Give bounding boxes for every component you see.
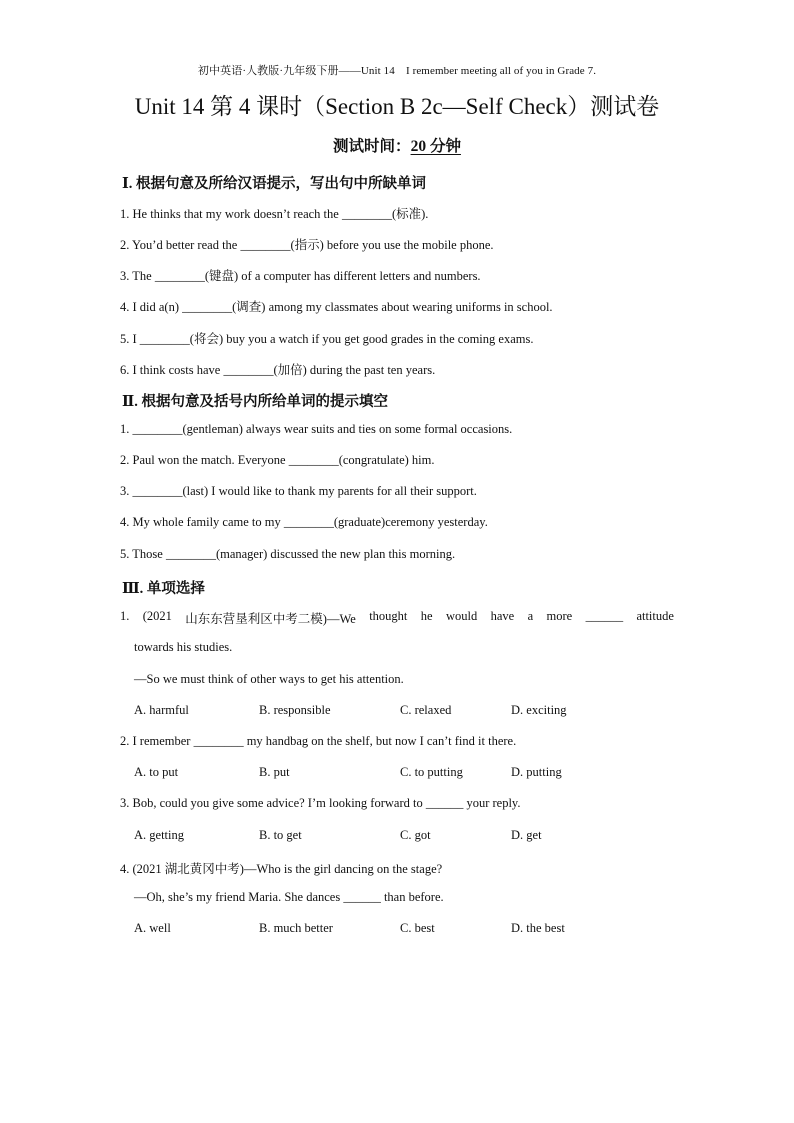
section-1-item: 4. I did a(n) ________(调查) among my classmates about wearing uniforms in school. bbox=[120, 300, 553, 314]
section-2-item: 4. My whole family came to my ________(graduate)ceremony yesterday. bbox=[120, 515, 488, 529]
question-3-options bbox=[134, 828, 694, 844]
option-a: A. to put bbox=[134, 765, 179, 779]
test-time bbox=[0, 134, 794, 156]
section-1-heading: Ⅰ. 根据句意及所给汉语提示，写出句中所缺单词 bbox=[122, 176, 427, 192]
section-3-heading: Ⅲ. 单项选择 bbox=[122, 581, 205, 597]
section-1-item: 3. The ________(键盘) of a computer has different letters and numbers. bbox=[120, 269, 481, 283]
question-1-stem-cont: towards his studies. bbox=[134, 640, 233, 654]
option-d: D. putting bbox=[511, 765, 562, 779]
question-1-stem bbox=[120, 609, 674, 627]
section-2-item: 2. Paul won the match. Everyone ________(congratulate) him. bbox=[120, 453, 435, 467]
test-time-value: 20 分钟 bbox=[410, 138, 461, 155]
section-2-item: 5. Those ________(manager) discussed the new plan this morning. bbox=[120, 547, 456, 561]
option-c: C. best bbox=[400, 921, 435, 935]
word: a bbox=[527, 609, 534, 623]
option-d: D. exciting bbox=[511, 703, 567, 717]
option-a: A. getting bbox=[134, 828, 184, 842]
option-a: A. harmful bbox=[134, 703, 189, 717]
section-2-item: 3. ________(last) I would like to thank my parents for all their support. bbox=[120, 484, 477, 498]
question-1-dialogue: —So we must think of other ways to get his attention. bbox=[134, 672, 404, 686]
section-2-item: 1. ________(gentleman) always wear suits and ties on some formal occasions. bbox=[120, 422, 513, 436]
running-header: 初中英语·人教版·九年级下册——Unit 14 I remember meeting all of you in Grade 7. bbox=[197, 65, 597, 77]
test-time-label: 测试时间： bbox=[333, 138, 411, 155]
section-1-item: 2. You’d better read the ________(指示) before you use the mobile phone. bbox=[120, 238, 494, 252]
word: thought bbox=[369, 609, 408, 623]
question-2-options bbox=[134, 765, 694, 781]
word: he bbox=[420, 609, 433, 623]
word: (2021 bbox=[142, 609, 172, 623]
section-1-item: 5. I ________(将会) buy you a watch if you get good grades in the coming exams. bbox=[120, 332, 534, 346]
word: more bbox=[546, 609, 573, 623]
word: would bbox=[445, 609, 478, 623]
option-b: B. to get bbox=[259, 828, 302, 842]
option-c: C. relaxed bbox=[400, 703, 452, 717]
question-1-options bbox=[134, 703, 694, 719]
question-4-dialogue: —Oh, she’s my friend Maria. She dances ______ than before. bbox=[134, 890, 444, 904]
option-b: B. put bbox=[259, 765, 290, 779]
option-d: D. the best bbox=[511, 921, 565, 935]
option-a: A. well bbox=[134, 921, 171, 935]
question-4-stem: 4. (2021 湖北黄冈中考)—Who is the girl dancing on the stage? bbox=[120, 862, 443, 876]
section-2-heading: Ⅱ. 根据句意及括号内所给单词的提示填空 bbox=[122, 394, 388, 410]
option-b: B. much better bbox=[259, 921, 333, 935]
option-c: C. got bbox=[400, 828, 431, 842]
question-3-stem: 3. Bob, could you give some advice? I’m looking forward to ______ your reply. bbox=[120, 796, 521, 810]
word: have bbox=[490, 609, 515, 623]
word: attitude bbox=[636, 609, 674, 623]
question-2-stem: 2. I remember ________ my handbag on the shelf, but now I can’t find it there. bbox=[120, 734, 517, 748]
page-title: Unit 14 第 4 课时（Section B 2c—Self Check）测试卷 bbox=[134, 94, 660, 119]
word: 1. bbox=[120, 609, 130, 623]
question-4-options bbox=[134, 921, 694, 937]
word: 山东东营垦利区中考二模)—We bbox=[185, 612, 356, 626]
word: ______ bbox=[585, 609, 624, 623]
option-c: C. to putting bbox=[400, 765, 463, 779]
section-1-item: 1. He thinks that my work doesn’t reach the ________(标准). bbox=[120, 207, 429, 221]
option-d: D. get bbox=[511, 828, 542, 842]
option-b: B. responsible bbox=[259, 703, 331, 717]
section-1-item: 6. I think costs have ________(加倍) during the past ten years. bbox=[120, 363, 436, 377]
